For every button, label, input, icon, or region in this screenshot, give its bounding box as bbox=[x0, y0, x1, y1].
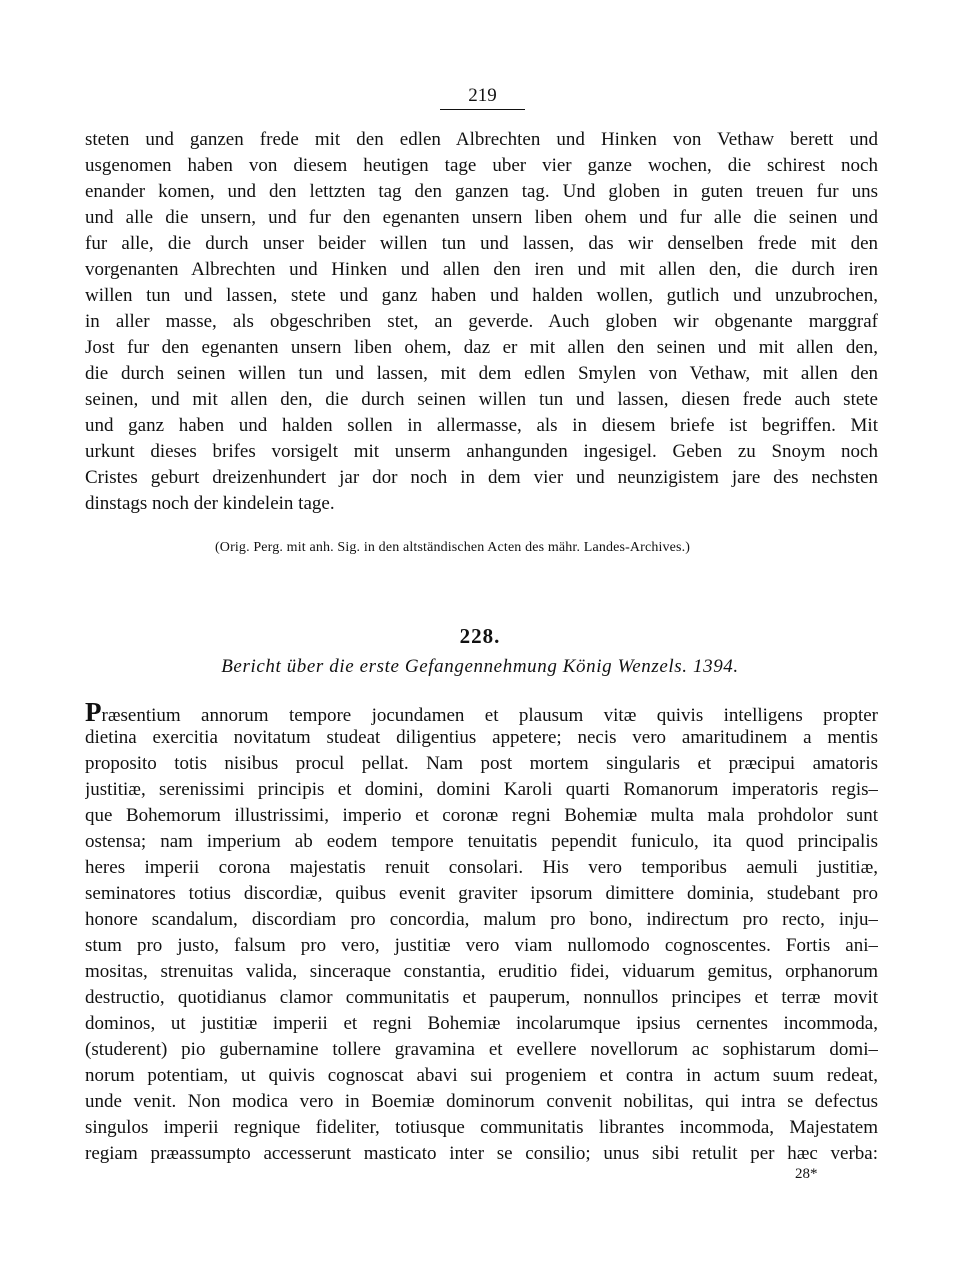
text-line: (studerent) pio gubernamine tollere gravamina et evellere novellorum ac sophistarum domi– bbox=[85, 1039, 878, 1060]
text-line: steten und ganzen frede mit den edlen Albrechten und Hinken von Vethaw berett und bbox=[85, 129, 878, 150]
text-line: heres imperii corona majestatis renuit consolari. His vero temporibus aemuli justitiæ, bbox=[85, 857, 878, 878]
source-note: (Orig. Perg. mit anh. Sig. in den altständischen Acten des mähr. Landes-Archives.) bbox=[215, 540, 691, 555]
first-line-text: ræsentium annorum tempore jocundamen et plausum vitæ quivis intelligens propter bbox=[101, 705, 878, 725]
text-line: honore scandalum, discordiam pro concordia, malum pro bono, indirectum pro recto, inju– bbox=[85, 909, 878, 930]
text-line: norum potentiam, ut quivis cognoscat abavi sui progeniem et contra in actum suum redeat, bbox=[85, 1065, 878, 1086]
text-line: urkunt dieses brifes vorsigelt mit unserm anhangunden ingesigel. Geben zu Snoym noch bbox=[85, 441, 878, 462]
text-line: und alle die unsern, und fur den egenanten unsern liben ohem und fur alle die seinen und bbox=[85, 207, 878, 228]
text-line: destructio, quotidianus clamor communitatis et pauperum, nonnullos principes et terræ movit bbox=[85, 987, 878, 1008]
text-line: dinstags noch der kindelein tage. bbox=[85, 493, 335, 514]
text-line: und ganz haben und halden sollen in allermasse, als in diesem briefe ist begriffen. Mit bbox=[85, 415, 878, 436]
text-line: Jost fur den egenanten unsern liben ohem, daz er mit allen den seinen und mit allen den, bbox=[85, 337, 878, 358]
text-line: seminatores totius discordiæ, quibus evenit graviter ipsorum dimittere dominia, studebant pro bbox=[85, 883, 878, 904]
text-line: Cristes geburt dreizenhundert jar dor noch in dem vier und neunzigistem jare des nechsten bbox=[85, 467, 878, 488]
text-line: stum pro justo, falsum pro vero, justitiæ vero viam nullomodo cognoscentes. Fortis ani– bbox=[85, 935, 878, 956]
document-text bbox=[85, 127, 878, 517]
text-line: dietina exercitia novitatum studeat diligentius appetere; necis vero amaritudinem a mentis bbox=[85, 727, 878, 748]
text-line: dominos, ut justitiæ imperii et regni Bohemiæ incolarumque ipsius cernentes incommoda, bbox=[85, 1013, 878, 1034]
section-number: 228. bbox=[459, 624, 501, 648]
drop-initial: P bbox=[85, 699, 102, 725]
text-line: enander komen, und den lettzten tag den ganzen tag. Und globen in guten treuen fur uns bbox=[85, 181, 878, 202]
text-line bbox=[85, 699, 878, 725]
page-number: 219 bbox=[440, 85, 525, 110]
text-line: ostensa; nam imperium ab eodem tempore tenuitatis pependit funiculo, ita quod principalis bbox=[85, 831, 878, 852]
text-line: in aller masse, als obgeschriben stet, an geverde. Auch globen wir obgenante marggraf bbox=[85, 311, 878, 332]
report-text bbox=[85, 699, 878, 1167]
text-line: mositas, strenuitas valida, sinceraque constantia, eruditio fidei, viduarum gemitus, orphanorum bbox=[85, 961, 878, 982]
text-line: justitiæ, serenissimi principis et domini, domini Karoli quarti Romanorum imperatoris regis– bbox=[85, 779, 878, 800]
text-line: regiam præassumpto accesserunt masticato inter se consilio; unus sibi retulit per hæc verba: bbox=[85, 1143, 878, 1164]
text-line: usgenomen haben von diesem heutigen tage uber vier ganze wochen, die schirest noch bbox=[85, 155, 878, 176]
text-line: willen tun und lassen, stete und ganz haben und halden wollen, gutlich und unzubrochen, bbox=[85, 285, 878, 306]
text-line: die durch seinen willen tun und lassen, mit dem edlen Smylen von Vethaw, mit allen den bbox=[85, 363, 878, 384]
text-line: singulos imperii regnique fideliter, totiusque communitatis librantes incommoda, Majestatem bbox=[85, 1117, 878, 1138]
text-line: proposito totis nisibus procul pellat. Nam post mortem singularis et præcipui amatoris bbox=[85, 753, 878, 774]
text-line: vorgenanten Albrechten und Hinken und allen den iren und mit allen den, die durch iren bbox=[85, 259, 878, 280]
text-line: fur alle, die durch unser beider willen tun und lassen, das wir denselben frede mit den bbox=[85, 233, 878, 254]
text-line: unde venit. Non modica vero in Boemiæ dominorum convenit nobilitas, qui intra se defectus bbox=[85, 1091, 878, 1112]
section-title: Bericht über die erste Gefangennehmung König Wenzels. 1394. bbox=[221, 656, 739, 677]
text-line: que Bohemorum illustrissimi, imperio et coronæ regni Bohemiæ multa mala prohdolor sunt bbox=[85, 805, 878, 826]
text-line: seinen, und mit allen den, die durch seinen willen tun und lassen, diesen frede auch stete bbox=[85, 389, 878, 410]
printer-signature: 28* bbox=[795, 1166, 818, 1182]
